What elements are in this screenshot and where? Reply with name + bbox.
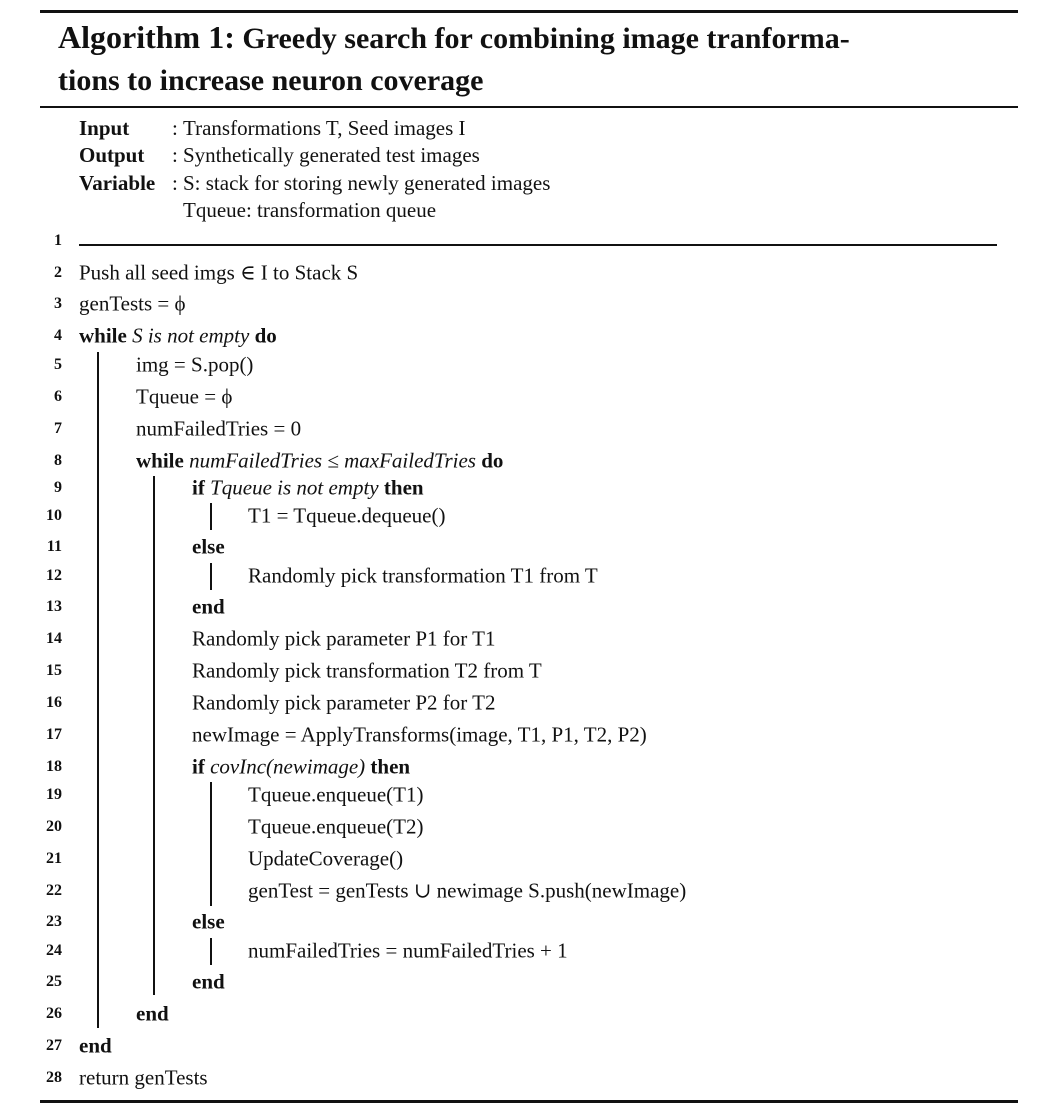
outer-while-bar xyxy=(97,352,99,1028)
input-label: Input xyxy=(79,116,130,140)
top-rule xyxy=(40,10,1018,13)
variable-value-2: Tqueue: transformation queue xyxy=(183,198,437,222)
code-line-25: end xyxy=(192,969,225,994)
line-number-15: 15 xyxy=(46,662,62,679)
code-line-3: genTests = ϕ xyxy=(79,291,186,316)
line-number-11: 11 xyxy=(46,538,62,555)
line-1-separator xyxy=(79,244,997,246)
line-number-5: 5 xyxy=(54,356,62,373)
line-number-6: 6 xyxy=(54,388,62,405)
while-condition: S is not empty xyxy=(132,323,250,348)
variable-colon: : xyxy=(172,171,178,195)
code-line-8 xyxy=(136,449,503,474)
keyword-do: do xyxy=(254,323,277,348)
line-number-23: 23 xyxy=(46,913,62,930)
line-number-27: 27 xyxy=(46,1037,62,1054)
line-number-7: 7 xyxy=(54,420,62,437)
line-number-26: 26 xyxy=(46,1005,62,1022)
else-2-bar xyxy=(210,938,212,965)
line-number-28: 28 xyxy=(46,1069,62,1086)
bottom-rule xyxy=(40,1100,1018,1103)
keyword-if: if xyxy=(192,754,205,779)
line-number-17: 17 xyxy=(46,726,62,743)
line-number-24: 24 xyxy=(46,942,62,959)
code-line-6: Tqueue = ϕ xyxy=(136,384,233,409)
code-line-13: end xyxy=(192,594,225,619)
code-line-15: Randomly pick transformation T2 from T xyxy=(192,658,542,683)
else-bar xyxy=(210,563,212,590)
code-line-12: Randomly pick transformation T1 from T xyxy=(248,563,598,588)
line-number-13: 13 xyxy=(46,598,62,615)
line-number-12: 12 xyxy=(46,567,62,584)
code-line-17: newImage = ApplyTransforms(image, T1, P1, T2, P2) xyxy=(192,722,647,747)
line-number-16: 16 xyxy=(46,694,62,711)
if-then-bar xyxy=(210,503,212,530)
code-line-20: Tqueue.enqueue(T2) xyxy=(248,814,424,839)
code-line-27: end xyxy=(79,1033,112,1058)
inner-while-bar xyxy=(153,476,155,995)
code-line-5: img = S.pop() xyxy=(136,352,254,377)
line-number-3: 3 xyxy=(54,295,62,312)
code-line-7: numFailedTries = 0 xyxy=(136,416,302,441)
variable-label: Variable xyxy=(79,171,156,195)
keyword-do: do xyxy=(481,448,504,473)
line-number-8: 8 xyxy=(54,452,62,469)
line-number-20: 20 xyxy=(46,818,62,835)
keyword-while: while xyxy=(136,448,184,473)
line-number-18: 18 xyxy=(46,758,62,775)
code-line-9 xyxy=(192,476,424,501)
line-number-21: 21 xyxy=(46,850,62,867)
algorithm-title-line1: Greedy search for combining image tranforma- xyxy=(242,22,850,55)
output-value: Synthetically generated test images xyxy=(183,143,480,167)
line-number-2: 2 xyxy=(54,264,62,281)
line-number-14: 14 xyxy=(46,630,62,647)
keyword-then: then xyxy=(370,754,411,779)
algorithm-title-line2: tions to increase neuron coverage xyxy=(58,64,484,97)
code-line-18 xyxy=(192,755,410,780)
code-line-21: UpdateCoverage() xyxy=(248,846,404,871)
code-line-22: genTest = genTests ∪ newimage S.push(newImage) xyxy=(248,878,687,903)
algorithm-title-prefix: Algorithm 1: xyxy=(58,19,235,55)
line-number-9: 9 xyxy=(54,479,62,496)
code-line-14: Randomly pick parameter P1 for T1 xyxy=(192,626,496,651)
output-label: Output xyxy=(79,143,145,167)
keyword-while: while xyxy=(79,323,127,348)
line-number-22: 22 xyxy=(46,882,62,899)
code-line-16: Randomly pick parameter P2 for T2 xyxy=(192,690,496,715)
algorithm-title xyxy=(58,16,1008,102)
title-rule xyxy=(40,106,1018,108)
variable-value-1: S: stack for storing newly generated images xyxy=(183,171,551,195)
while-condition: numFailedTries ≤ maxFailedTries xyxy=(189,448,476,473)
keyword-then: then xyxy=(383,475,424,500)
line-number-25: 25 xyxy=(46,973,62,990)
code-line-10: T1 = Tqueue.dequeue() xyxy=(248,503,446,528)
input-value: Transformations T, Seed images I xyxy=(183,116,466,140)
code-line-28: return genTests xyxy=(79,1065,208,1090)
code-line-4 xyxy=(79,324,277,349)
code-line-2: Push all seed imgs ∈ I to Stack S xyxy=(79,260,359,285)
line-number-19: 19 xyxy=(46,786,62,803)
line-number-4: 4 xyxy=(54,327,62,344)
code-line-24: numFailedTries = numFailedTries + 1 xyxy=(248,938,568,963)
line-number-10: 10 xyxy=(46,507,62,524)
line-number-1: 1 xyxy=(54,232,62,249)
code-line-23: else xyxy=(192,909,225,934)
if-condition: covInc(newimage) xyxy=(210,754,366,779)
output-colon: : xyxy=(172,143,178,167)
keyword-if: if xyxy=(192,475,205,500)
code-line-11: else xyxy=(192,534,225,559)
if-covinc-bar xyxy=(210,782,212,906)
if-condition: Tqueue is not empty xyxy=(210,475,379,500)
input-colon: : xyxy=(172,116,178,140)
code-line-19: Tqueue.enqueue(T1) xyxy=(248,782,424,807)
code-line-26: end xyxy=(136,1001,169,1026)
